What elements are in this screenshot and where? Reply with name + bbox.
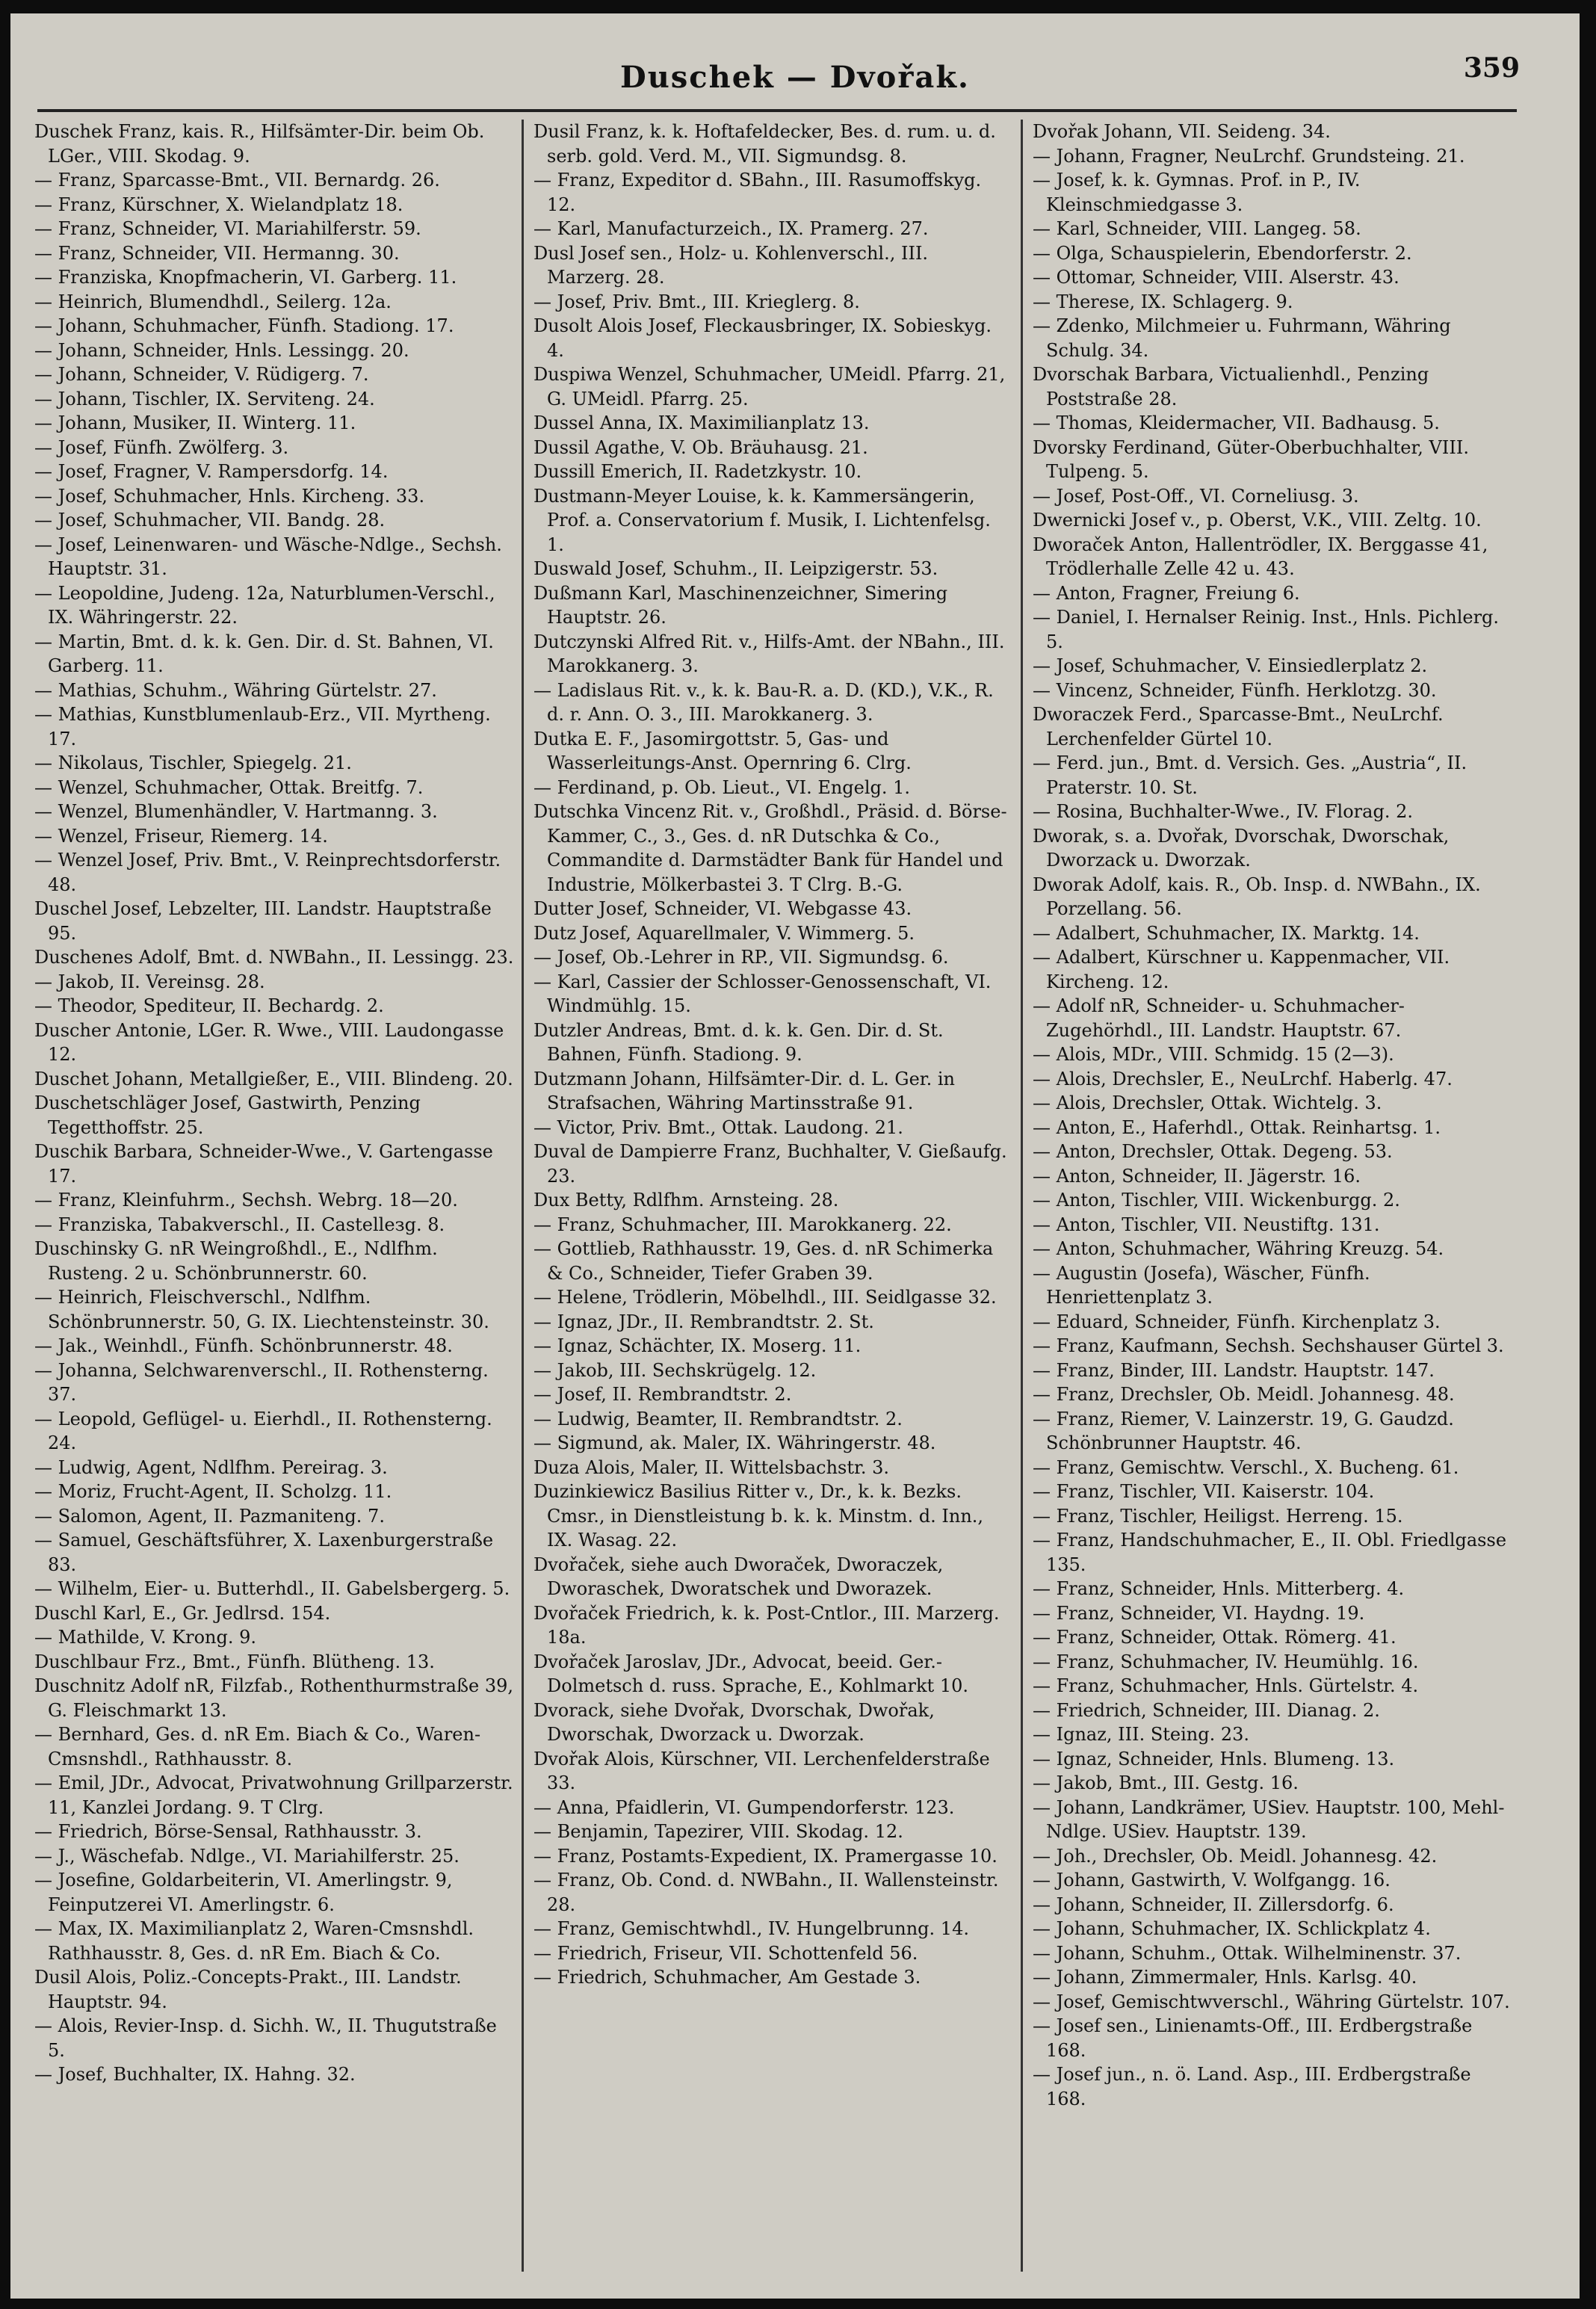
directory-entry: Dworaček Anton, Hallentrödler, IX. Berggasse 41, Trödlerhalle Zelle 42 u. 43. [1033,534,1488,579]
directory-entry: Duschinsky G. nR Weingroßhdl., E., Ndlfhm. Rusteng. 2 u. Schönbrunnerstr. 60. [34,1238,438,1284]
directory-entry: — Franz, Gemischtw. Verschl., X. Bucheng. 61. [1033,1456,1459,1478]
directory-entry: — Josefine, Goldarbeiterin, VI. Amerlingstr. 9, Feinputzerei VI. Amerlingstr. 6. [34,1870,453,1915]
directory-entry: — Vincenz, Schneider, Fünfh. Herklotzg. 30. [1033,679,1437,701]
directory-entry: — Emil, JDr., Advocat, Privatwohnung Grillparzerstr. 11, Kanzlei Jordang. 9. T Clrg. [34,1772,513,1818]
directory-entry: — Victor, Priv. Bmt., Ottak. Laudong. 21. [533,1116,903,1138]
directory-entry: — Helene, Trödlerin, Möbelhdl., III. Seidlgasse 32. [533,1287,997,1308]
directory-entry: — Sigmund, ak. Maler, IX. Währingerstr. 48. [533,1432,936,1453]
directory-entry: — Wenzel Josef, Priv. Bmt., V. Reinprechtsdorferstr. 48. [34,850,501,895]
directory-entry: — Ottomar, Schneider, VIII. Alserstr. 43. [1033,267,1399,288]
directory-entry: Dworak Adolf, kais. R., Ob. Insp. d. NWBahn., IX. Porzellang. 56. [1033,874,1481,919]
directory-entry: — Alois, MDr., VIII. Schmidg. 15 (2—3). [1033,1044,1394,1065]
directory-entry: — Franz, Handschuhmacher, E., II. Obl. Friedlgasse 135. [1033,1530,1507,1575]
directory-entry: — Josef, Schuhmacher, Hnls. Kircheng. 33. [34,485,425,507]
directory-entry: — Alois, Drechsler, E., NeuLrchf. Haberlg. 47. [1033,1068,1453,1089]
directory-entry: Dusolt Alois Josef, Fleckausbringer, IX. Sobieskyg. 4. [533,315,992,361]
directory-entry: — Bernhard, Ges. d. nR Em. Biach & Co., Waren-Cmsnshdl., Rathhausstr. 8. [34,1724,481,1769]
directory-entry: — Franz, Gemischtwhdl., IV. Hungelbrunng. 14. [533,1918,969,1939]
column-divider [522,120,524,2272]
directory-entry: Dustmann-Meyer Louise, k. k. Kammersängerin, Prof. a. Conservatorium f. Musik, I. Lichtenfelsg. 1. [533,485,991,555]
directory-entry: — Ferd. jun., Bmt. d. Versich. Ges. „Austria“, II. Praterstr. 10. St. [1033,752,1467,798]
directory-entry: — Franz, Binder, III. Landstr. Hauptstr. 147. [1033,1359,1435,1381]
directory-entry: Dworak, s. a. Dvořak, Dvorschak, Dworschak, Dworzack u. Dworzak. [1033,825,1450,871]
directory-entry: Dvořaček, siehe auch Dworaček, Dworaczek, Dworaschek, Dworatschek und Dworazek. [533,1554,944,1599]
directory-entry: — Josef, Leinenwaren- und Wäsche-Ndlge., Sechsh. Hauptstr. 31. [34,534,502,579]
directory-entry: Dvořaček Friedrich, k. k. Post-Cntlor., III. Marzerg. 18a. [533,1602,1000,1648]
directory-entry: — Johann, Fragner, NeuLrchf. Grundsteing. 21. [1033,145,1465,167]
directory-entry: — Josef, Fragner, V. Rampersdorfg. 14. [34,461,389,482]
directory-entry: — Heinrich, Blumendhdl., Seilerg. 12a. [34,291,392,312]
directory-entry: — Anton, E., Haferhdl., Ottak. Reinhartsg. 1. [1033,1116,1441,1138]
directory-entry: — J., Wäschefab. Ndlge., VI. Mariahilferstr. 25. [34,1845,460,1867]
directory-entry: — Karl, Schneider, VIII. Langeg. 58. [1033,218,1361,239]
directory-entry: — Nikolaus, Tischler, Spiegelg. 21. [34,752,352,773]
directory-entry: — Adalbert, Schuhmacher, IX. Marktg. 14. [1033,922,1420,944]
directory-entry: Dwernicki Josef v., p. Oberst, V.K., VIII. Zeltg. 10. [1033,510,1482,531]
directory-entry: — Franz, Schneider, VI. Mariahilferstr. 59. [34,218,421,239]
directory-entry: — Anna, Pfaidlerin, VI. Gumpendorferstr. 123. [533,1796,955,1818]
directory-entry: — Franz, Expeditor d. SBahn., III. Rasumoffskyg. 12. [533,170,982,215]
directory-entry: — Ignaz, Schneider, Hnls. Blumeng. 13. [1033,1748,1395,1769]
directory-entry: Duschlbaur Frz., Bmt., Fünfh. Blütheng. 13. [34,1651,435,1672]
directory-entry: — Salomon, Agent, II. Pazmaniteng. 7. [34,1505,385,1527]
directory-entry: — Josef, Buchhalter, IX. Hahng. 32. [34,2064,356,2085]
directory-entry: — Josef, Ob.-Lehrer in RP., VII. Sigmundsg. 6. [533,947,949,968]
directory-entry: Duscher Antonie, LGer. R. Wwe., VIII. Laudongasse 12. [34,1019,504,1065]
directory-entry: — Ladislaus Rit. v., k. k. Bau-R. a. D. (KD.), V.K., R. d. r. Ann. O. 3., III. Marokkanerg. 3. [533,679,994,725]
directory-entry: — Franz, Riemer, V. Lainzerstr. 19, G. Gaudzd. Schönbrunner Hauptstr. 46. [1033,1408,1454,1453]
directory-entry: — Jakob, III. Sechskrügelg. 12. [533,1359,817,1381]
directory-entry: — Franz, Tischler, Heiligst. Herreng. 15. [1033,1505,1403,1527]
directory-entry: Dworaczek Ferd., Sparcasse-Bmt., NeuLrchf. Lerchenfelder Gürtel 10. [1033,704,1444,749]
directory-entry: — Wenzel, Blumenhändler, V. Hartmanng. 3. [34,801,438,822]
directory-entry: — Mathias, Schuhm., Währing Gürtelstr. 27. [34,679,437,701]
directory-entry: — Rosina, Buchhalter-Wwe., IV. Florag. 2. [1033,801,1413,822]
directory-entry: — Martin, Bmt. d. k. k. Gen. Dir. d. St. Bahnen, VI. Garberg. 11. [34,631,494,676]
directory-entry: — Johann, Tischler, IX. Servitеng. 24. [34,388,375,409]
directory-entry: — Johann, Musiker, II. Winterg. 11. [34,412,356,433]
directory-entry: — Karl, Cassier der Schlosser-Genossenschaft, VI. Windmühlg. 15. [533,971,992,1016]
directory-page [10,13,1580,2299]
directory-entry: — Franz, Tischler, VII. Kaiserstr. 104. [1033,1481,1375,1502]
directory-entry: Duzinkiewicz Basilius Ritter v., Dr., k. k. Bezks. Cmsr., in Dienstleistung b. k. k. Minstm. d. Inn., IX. Wasag. 22. [533,1481,984,1551]
column-1 [34,120,514,2272]
directory-entry: — Leopold, Geflügel- u. Eierhdl., II. Rothensterng. 24. [34,1408,492,1453]
page-number: 359 [1463,52,1520,84]
directory-entry: — Franz, Schneider, Hnls. Mitterberg. 4. [1033,1578,1405,1599]
directory-entry: — Augustin (Josefa), Wäscher, Fünfh. Henriettenplatz 3. [1033,1262,1370,1308]
directory-entry: — Friedrich, Schneider, III. Dianag. 2. [1033,1699,1380,1721]
directory-entry: — Max, IX. Maximilianplatz 2, Waren-Cmsnshdl. Rathhausstr. 8, Ges. d. nR Em. Biach & Co. [34,1918,474,1964]
directory-entry: — Josef, II. Rembrandtstr. 2. [533,1384,792,1405]
directory-entry: — Olga, Schauspielerin, Ebendorferstr. 2. [1033,242,1412,264]
directory-entry: — Johanna, Selchwarenverschl., II. Rothensterng. 37. [34,1359,489,1405]
directory-entry: — Franziska, Knopfmacherin, VI. Garberg. 11. [34,267,457,288]
directory-entry: — Adalbert, Kürschner u. Kappenmacher, VII. Kircheng. 12. [1033,947,1450,992]
directory-entry: — Zdenko, Milchmeier u. Fuhrmann, Währing Schulg. 34. [1033,315,1451,361]
column-3 [1033,120,1512,2272]
directory-entry: — Anton, Tischler, VII. Neustiftg. 131. [1033,1214,1380,1235]
directory-entry: Dussil Agathe, V. Ob. Bräuhausg. 21. [533,436,868,458]
directory-entry: — Alois, Revier-Insp. d. Sichh. W., II. Thugutstraße 5. [34,2015,497,2061]
directory-entry: Duschetschläger Josef, Gastwirth, Penzing Tegetthoffstr. 25. [34,1092,421,1138]
directory-entry: — Moriz, Frucht-Agent, II. Scholzg. 11. [34,1481,392,1502]
directory-entry: — Friedrich, Friseur, VII. Schottenfeld 56. [533,1942,918,1964]
directory-entry: — Franz, Ob. Cond. d. NWBahn., II. Wallensteinstr. 28. [533,1870,999,1915]
directory-entry: — Franz, Kaufmann, Sechsh. Sechshauser Gürtel 3. [1033,1335,1504,1356]
directory-entry: — Josef, Gemischtwverschl., Währing Gürtelstr. 107. [1033,1991,1510,2012]
directory-entry: Duval de Dampierre Franz, Buchhalter, V. Gießaufg. 23. [533,1141,1007,1187]
directory-entry: Dvořaček Jaroslav, JDr., Advocat, beeid. Ger.-Dolmetsch d. russ. Sprache, E., Kohlmarkt 10. [533,1651,968,1696]
directory-entry: Dutter Josef, Schneider, VI. Webgasse 43. [533,898,912,919]
directory-entry: — Leopoldine, Judeng. 12a, Naturblumen-Verschl., IX. Währingerstr. 22. [34,582,495,628]
directory-entry: Dvorack, siehe Dvořak, Dvorschak, Dwořak, Dworschak, Dworzack u. Dworzak. [533,1699,935,1745]
header-rule [37,109,1517,112]
directory-entry: Dusil Alois, Poliz.-Concepts-Prakt., III. Landstr. Hauptstr. 94. [34,1967,462,2012]
directory-entry: — Adolf nR, Schneider- u. Schuhmacher-Zugehörhdl., III. Landstr. Hauptstr. 67. [1033,995,1405,1041]
directory-entry: — Heinrich, Fleischverschl., Ndlfhm. Schönbrunnerstr. 50, G. IX. Liechtensteinstr. 30. [34,1287,489,1332]
directory-entry: Dvořak Johann, VII. Seideng. 34. [1033,121,1331,142]
directory-entry: — Joh., Drechsler, Ob. Meidl. Johannesg. 42. [1033,1845,1438,1867]
directory-entry: Dux Betty, Rdlfhm. Arnsteing. 28. [533,1190,839,1211]
directory-entry: Duza Alois, Maler, II. Wittelsbachstr. 3. [533,1456,889,1478]
directory-entry: — Johann, Zimmermaler, Hnls. Karlsg. 40. [1033,1967,1417,1988]
directory-entry: — Karl, Manufacturzeich., IX. Pramerg. 27. [533,218,929,239]
directory-entry: Duschik Barbara, Schneider-Wwe., V. Gartengasse 17. [34,1141,493,1187]
directory-entry: — Daniel, I. Hernalser Reinig. Inst., Hnls. Pichlerg. 5. [1033,607,1500,652]
directory-entry: — Ferdinand, p. Ob. Lieut., VI. Engelg. 1. [533,776,911,798]
directory-entry: — Franz, Schneider, Ottak. Römerg. 41. [1033,1627,1396,1648]
directory-entry: — Friedrich, Schuhmacher, Am Gestade 3. [533,1967,921,1988]
directory-entry: — Friedrich, Börse-Sensal, Rathhausstr. 3. [34,1821,422,1842]
directory-entry: — Josef, Schuhmacher, VII. Bandg. 28. [34,510,386,531]
directory-entry: Dutz Josef, Aquarellmaler, V. Wimmerg. 5. [533,922,915,944]
directory-entry: — Anton, Schuhmacher, Währing Kreuzg. 54. [1033,1238,1444,1259]
directory-entry: Duspiwa Wenzel, Schuhmacher, UMeidl. Pfarrg. 21, G. UMeidl. Pfarrg. 25. [533,364,1006,409]
directory-entry: — Josef, Schuhmacher, V. Einsiedlerplatz 2. [1033,655,1428,676]
directory-entry: Dvorschak Barbara, Victualienhdl., Penzing Poststraße 28. [1033,364,1429,409]
directory-entry: Dussel Anna, IX. Maximilianplatz 13. [533,412,870,433]
directory-entry: — Gottlieb, Rathhausstr. 19, Ges. d. nR Schimerka & Co., Schneider, Tiefer Graben 39. [533,1238,994,1284]
directory-entry: — Josef, Priv. Bmt., III. Krieglerg. 8. [533,291,860,312]
directory-entry: Dutschka Vincenz Rit. v., Großhdl., Präsid. d. Börse-Kammer, C., 3., Ges. d. nR Dutschka & Co., Commandite d. Darmstädter Bank für Handel und Industrie, Mölkerbastei 3. T Clrg. B.-G. [533,801,1007,895]
directory-entry: Dutczynski Alfred Rit. v., Hilfs-Amt. der NBahn., III. Marokkanerg. 3. [533,631,1005,676]
directory-entry: — Thomas, Kleidermacher, VII. Badhausg. 5. [1033,412,1440,433]
directory-entry: Dussill Emerich, II. Radetzkystr. 10. [533,461,862,482]
directory-entry: — Alois, Drechsler, Ottak. Wichtelg. 3. [1033,1092,1382,1113]
directory-entry: — Franz, Schuhmacher, Hnls. Gürtelstr. 4. [1033,1675,1419,1696]
directory-entry: — Johann, Schuhmacher, IX. Schlickplatz 4. [1033,1918,1431,1939]
directory-entry: — Franz, Schuhmacher, IV. Heumühlg. 16. [1033,1651,1419,1672]
directory-entry: — Samuel, Geschäftsführer, X. Laxenburgerstraße 83. [34,1530,494,1575]
directory-entry: — Wilhelm, Eier- u. Butterhdl., II. Gabelsbergerg. 5. [34,1578,510,1599]
directory-entry: — Ignaz, JDr., II. Rembrandtstr. 2. St. [533,1311,874,1332]
directory-entry: Duschenes Adolf, Bmt. d. NWBahn., II. Lessingg. 23. [34,947,514,968]
directory-entry: — Franz, Schuhmacher, III. Marokkanerg. 22. [533,1214,952,1235]
directory-entry: — Wenzel, Friseur, Riemerg. 14. [34,825,328,847]
directory-entry: — Johann, Schuhmacher, Fünfh. Stadiong. 17. [34,315,454,336]
directory-entry: Duswald Josef, Schuhm., II. Leipzigerstr. 53. [533,558,938,579]
directory-entry: — Johann, Schuhm., Ottak. Wilhelminenstr. 37. [1033,1942,1462,1964]
directory-entry: Duschet Johann, Metallgießer, E., VIII. Blindeng. 20. [34,1068,513,1089]
directory-entry: — Ludwig, Beamter, II. Rembrandtstr. 2. [533,1408,903,1429]
directory-entry: — Johann, Landkrämer, USiev. Hauptstr. 100, Mehl-Ndlge. USiev. Hauptstr. 139. [1033,1796,1505,1842]
directory-entry: — Mathilde, V. Krong. 9. [34,1627,257,1648]
directory-entry: — Benjamin, Tapezirer, VIII. Skodag. 12. [533,1821,903,1842]
directory-entry: — Therese, IX. Schlagerg. 9. [1033,291,1293,312]
directory-entry: Dutka E. F., Jasomirgottstr. 5, Gas- und Wasserleitungs-Anst. Opernring 6. Clrg. [533,728,912,773]
directory-entry: — Jak., Weinhdl., Fünfh. Schönbrunnerstr. 48. [34,1335,453,1356]
directory-entry: — Johann, Schneider, II. Zillersdorfg. 6. [1033,1894,1394,1915]
directory-entry: — Franz, Schneider, VI. Haydng. 19. [1033,1602,1365,1624]
directory-entry: — Franz, Kleinfuhrm., Sechsh. Webrg. 18—20. [34,1190,458,1211]
directory-entry: — Jakob, Bmt., III. Gestg. 16. [1033,1772,1299,1793]
directory-entry: Duschel Josef, Lebzelter, III. Landstr. Hauptstraße 95. [34,898,492,944]
directory-entry: Dvořak Alois, Kürschner, VII. Lerchenfelderstraße 33. [533,1748,990,1793]
column-divider [1021,120,1023,2272]
directory-entry: — Ignaz, Schächter, IX. Moserg. 11. [533,1335,862,1356]
directory-entry: Dußmann Karl, Maschinenzeichner, Simering Hauptstr. 26. [533,582,948,628]
directory-entry: — Anton, Tischler, VIII. Wickenburgg. 2. [1033,1190,1400,1211]
directory-entry: — Franziska, Tabakverschl., II. Castelleзg. 8. [34,1214,445,1235]
directory-entry: — Josef jun., n. ö. Land. Asp., III. Erdbergstraße 168. [1033,2064,1471,2109]
running-head: Duschek — Dvořak. [620,60,970,95]
directory-entry: — Johann, Gastwirth, V. Wolfgangg. 16. [1033,1870,1391,1891]
directory-entry: — Josef, Post-Off., VI. Corneliusg. 3. [1033,485,1359,507]
directory-entry: — Franz, Sparcasse-Bmt., VII. Bernardg. 26. [34,170,440,191]
column-2 [533,120,1013,2272]
directory-entry: — Ludwig, Agent, Ndlfhm. Pereirag. 3. [34,1456,388,1478]
directory-entry: — Josef, k. k. Gymnas. Prof. in P., IV. Kleinschmiedgasse 3. [1033,170,1361,215]
directory-entry: Dutzmann Johann, Hilfsämter-Dir. d. L. Ger. in Strafsachen, Währing Martinsstraße 91. [533,1068,956,1113]
directory-entry: — Josef sen., Linienamts-Off., III. Erdbergstraße 168. [1033,2015,1473,2061]
directory-entry: Duschek Franz, kais. R., Hilfsämter-Dir. beim Ob. LGer., VIII. Skodag. 9. [34,121,485,167]
directory-entry: — Franz, Kürschner, X. Wielandplatz 18. [34,194,403,215]
directory-entry: Dusl Josef sen., Holz- u. Kohlenverschl., III. Marzerg. 28. [533,242,929,288]
directory-entry: — Josef, Fünfh. Zwölferg. 3. [34,436,289,458]
directory-entry: — Franz, Drechsler, Ob. Meidl. Johannesg. 48. [1033,1384,1455,1405]
directory-entry: Dvorsky Ferdinand, Güter-Oberbuchhalter, VIII. Tulpeng. 5. [1033,436,1469,482]
directory-entry: Duschnitz Adolf nR, Filzfab., Rothenthurmstraße 39, G. Fleischmarkt 13. [34,1675,514,1721]
directory-entry: — Anton, Drechsler, Ottak. Degeng. 53. [1033,1141,1393,1162]
directory-entry: — Ignaz, III. Steing. 23. [1033,1724,1250,1745]
directory-entry: — Johann, Schneider, Hnls. Lessingg. 20. [34,339,409,361]
directory-entry: — Eduard, Schneider, Fünfh. Kirchenplatz 3. [1033,1311,1441,1332]
directory-entry: Dusil Franz, k. k. Hoftafeldecker, Bes. d. rum. u. d. serb. gold. Verd. M., VII. Sigmundsg. 8. [533,121,996,167]
directory-entry: — Johann, Schneider, V. Rüdigerg. 7. [34,364,369,385]
directory-entry: — Wenzel, Schuhmacher, Ottak. Breitfg. 7. [34,776,424,798]
directory-entry: — Jakob, II. Vereinsg. 28. [34,971,265,992]
directory-entry: — Anton, Schneider, II. Jägerstr. 16. [1033,1165,1361,1187]
directory-entry: — Mathias, Kunstblumenlaub-Erz., VII. Myrtheng. 17. [34,704,491,749]
directory-entry: — Theodor, Spediteur, II. Bechardg. 2. [34,995,384,1016]
directory-entry: — Franz, Postamts-Expedient, IX. Pramergasse 10. [533,1845,998,1867]
directory-entry: Dutzler Andreas, Bmt. d. k. k. Gen. Dir. d. St. Bahnen, Fünfh. Stadiong. 9. [533,1019,944,1065]
directory-entry: — Anton, Fragner, Freiung 6. [1033,582,1300,604]
directory-entry: — Franz, Schneider, VII. Hermanng. 30. [34,242,400,264]
directory-entry: Duschl Karl, E., Gr. Jedlrsd. 154. [34,1602,331,1624]
